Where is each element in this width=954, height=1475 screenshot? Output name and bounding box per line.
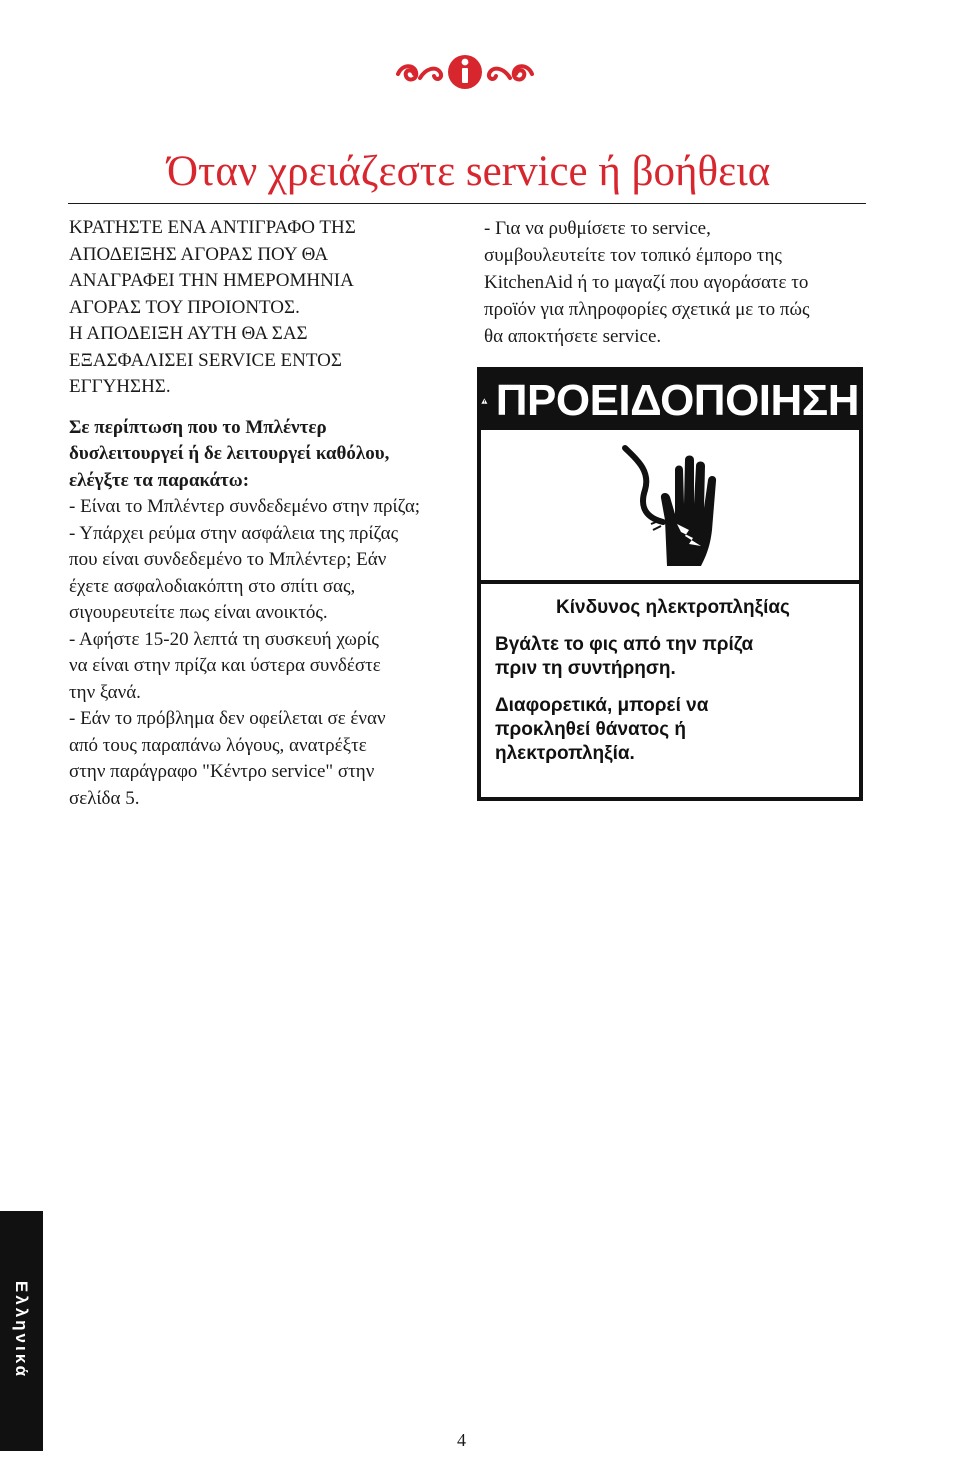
- hazard-line: Κίνδυνος ηλεκτροπληξίας: [556, 597, 790, 618]
- warning-box: [477, 367, 863, 801]
- warning-title: ΠΡΟΕΙΔΟΠΟΙΗΣΗ: [495, 376, 859, 425]
- service-line: συμβουλευτείτε τον τοπικό έμπορο της: [484, 245, 782, 266]
- instruction-text: [495, 633, 851, 681]
- consequence-line: προκληθεί θάνατος ή: [495, 719, 687, 740]
- service-line: προϊόν για πληροφορίες σχετικά με το πώς: [484, 299, 810, 320]
- receipt-notice: [69, 215, 461, 401]
- consequence-line: ηλεκτροπληξία.: [495, 743, 635, 764]
- title-divider: [68, 203, 866, 204]
- info-ornament-icon: [392, 52, 538, 92]
- caps-line: ΕΞΑΣΦΑΛΙΣΕΙ SERVICE ΕΝΤΟΣ: [69, 349, 342, 371]
- warning-text: [495, 596, 851, 779]
- heading-line: δυσλειτουργεί ή δε λειτουργεί καθόλου,: [69, 443, 390, 464]
- caps-line: ΕΓΓΥΗΣΗΣ.: [69, 376, 171, 397]
- right-column: [484, 215, 868, 350]
- body-line: σιγουρευτείτε πως είναι ανοικτός.: [69, 602, 328, 623]
- caps-line: ΑΓΟΡΑΣ ΤΟΥ ΠΡΟΙΟΝΤΟΣ.: [69, 296, 300, 318]
- left-column: [69, 215, 461, 812]
- body-line: από τους παραπάνω λόγους, ανατρέξτε: [69, 734, 367, 756]
- heading-line: ελέγξτε τα παρακάτω:: [69, 469, 250, 491]
- instruction-line: Βγάλτε το φις από την πρίζα: [495, 634, 754, 655]
- body-line: - Υπάρχει ρεύμα στην ασφάλεια της πρίζας: [69, 522, 399, 544]
- heading-line: Σε περίπτωση που το Μπλέντερ: [69, 416, 327, 438]
- service-line: KitchenAid ή το μαγαζί που αγοράσατε το: [484, 272, 809, 293]
- body-line: την ξανά.: [69, 681, 141, 703]
- service-line: - Για να ρυθμίσετε το service,: [484, 218, 711, 239]
- consequence-line: Διαφορετικά, μπορεί να: [495, 695, 709, 716]
- warning-header: [481, 371, 859, 430]
- body-line: που είναι συνδεδεμένο το Μπλέντερ; Εάν: [69, 549, 387, 570]
- warning-pictogram: [481, 430, 859, 584]
- body-line: - Αφήστε 15-20 λεπτά τη συσκευή χωρίς: [69, 628, 379, 650]
- troubleshooting-list: [69, 494, 461, 812]
- body-line: σελίδα 5.: [69, 787, 140, 809]
- caps-line: ΑΝΑΓΡΑΦΕΙ ΤΗΝ ΗΜΕΡΟΜΗΝΙΑ: [69, 270, 354, 291]
- language-tab-label: Ελληνικά: [12, 1280, 31, 1380]
- instruction-line: πριν τη συντήρηση.: [495, 658, 676, 679]
- warning-triangle-icon: [481, 383, 488, 419]
- body-line: - Είναι το Μπλέντερ συνδεδεμένο στην πρίζα;: [69, 496, 421, 517]
- body-line: έχετε ασφαλοδιακόπτη στο σπίτι σας,: [69, 575, 356, 597]
- page-title: Όταν χρειάζεστε service ή βοήθεια: [167, 148, 771, 195]
- body-line: στην παράγραφο "Κέντρο service" στην: [69, 761, 375, 782]
- electric-shock-hand-icon: [615, 440, 725, 570]
- service-line: θα αποκτήσετε service.: [484, 326, 662, 347]
- body-line: - Εάν το πρόβλημα δεν οφείλεται σε έναν: [69, 708, 386, 729]
- page-number: 4: [457, 1430, 466, 1450]
- caps-line: ΚΡΑΤΗΣΤΕ ΕΝΑ ΑΝΤΙΓΡΑΦΟ ΤΗΣ: [69, 217, 356, 238]
- caps-line: ΑΠΟΔΕΙΞΗΣ ΑΓΟΡΑΣ ΠΟΥ ΘΑ: [69, 243, 329, 265]
- caps-line: Η ΑΠΟΔΕΙΞΗ ΑΥΤΗ ΘΑ ΣΑΣ: [69, 323, 308, 344]
- consequence-text: [495, 694, 851, 766]
- body-line: να είναι στην πρίζα και ύστερα συνδέστε: [69, 655, 381, 676]
- troubleshooting-heading: [69, 415, 461, 495]
